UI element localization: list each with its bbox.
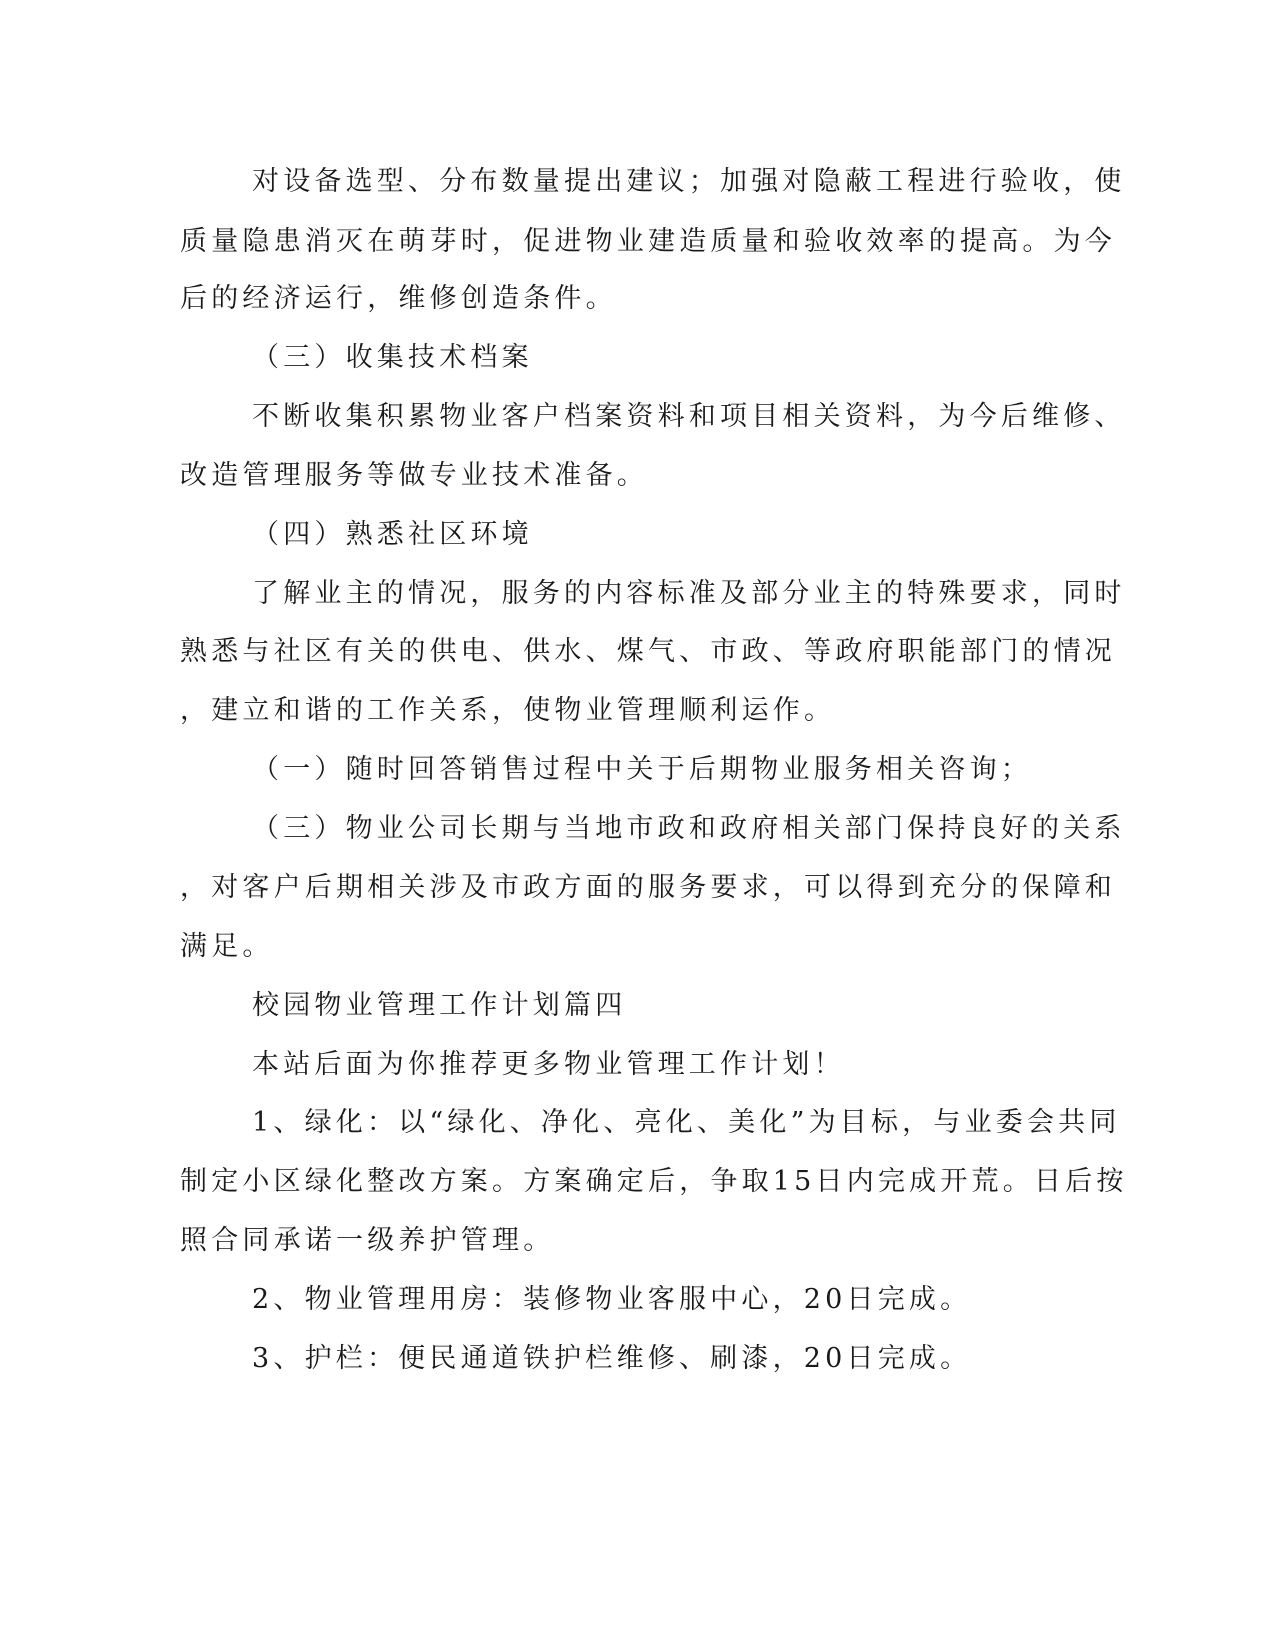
section-heading: （三）收集技术档案 bbox=[252, 342, 533, 373]
paragraph-line: （一）随时回答销售过程中关于后期物业服务相关咨询； bbox=[252, 754, 1032, 785]
paragraph-line: 熟悉与社区有关的供电、供水、煤气、市政、等政府职能部门的情况 bbox=[180, 636, 1116, 667]
paragraph-line: 对设备选型、分布数量提出建议；加强对隐蔽工程进行验收，使 bbox=[252, 166, 1126, 197]
paragraph-line: 3、护栏：便民通道铁护栏维修、刷漆，20日完成。 bbox=[252, 1343, 972, 1374]
paragraph-line: 制定小区绿化整改方案。方案确定后，争取15日内完成开荒。日后按 bbox=[180, 1166, 1128, 1197]
paragraph-line: 后的经济运行，维修创造条件。 bbox=[180, 283, 617, 314]
paragraph-line: 照合同承诺一级养护管理。 bbox=[180, 1225, 555, 1256]
section-heading: （四）熟悉社区环境 bbox=[252, 519, 533, 550]
paragraph-line: ，对客户后期相关涉及市政方面的服务要求，可以得到充分的保障和 bbox=[180, 872, 1116, 903]
paragraph-line: 2、物业管理用房：装修物业客服中心，20日完成。 bbox=[252, 1284, 972, 1315]
paragraph-line: （三）物业公司长期与当地市政和政府相关部门保持良好的关系 bbox=[252, 813, 1126, 844]
paragraph-line: 1、绿化：以“绿化、净化、亮化、美化”为目标，与业委会共同 bbox=[252, 1107, 1121, 1138]
paragraph-line: 质量隐患消灭在萌芽时，促进物业建造质量和验收效率的提高。为今 bbox=[180, 226, 1116, 257]
paragraph-line: 了解业主的情况，服务的内容标准及部分业主的特殊要求，同时 bbox=[252, 578, 1126, 609]
section-title: 校园物业管理工作计划篇四 bbox=[252, 990, 627, 1021]
paragraph-line: ，建立和谐的工作关系，使物业管理顺利运作。 bbox=[180, 695, 836, 726]
paragraph-line: 本站后面为你推荐更多物业管理工作计划！ bbox=[252, 1049, 845, 1080]
paragraph-line: 不断收集积累物业客户档案资料和项目相关资料，为今后维修、 bbox=[252, 401, 1126, 432]
paragraph-line: 满足。 bbox=[180, 931, 274, 962]
paragraph-line: 改造管理服务等做专业技术准备。 bbox=[180, 460, 648, 491]
